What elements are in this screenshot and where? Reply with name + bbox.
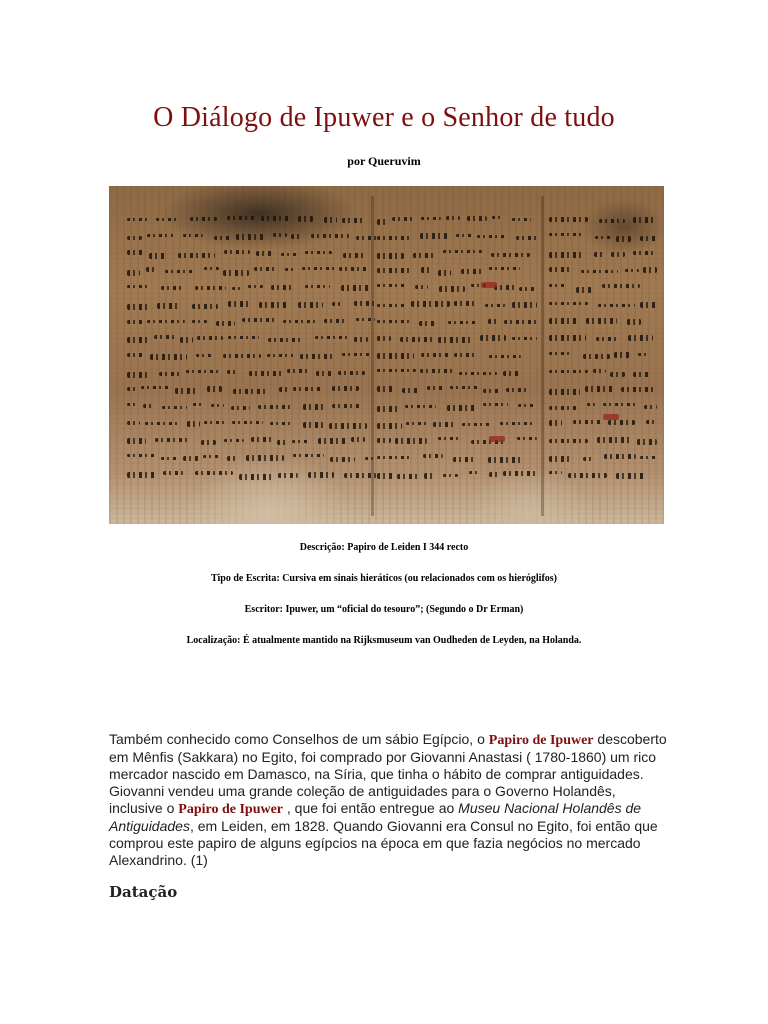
hieratic-glyph-stroke <box>595 236 612 239</box>
hieratic-glyph-stroke <box>516 236 537 240</box>
hieratic-glyph-stroke <box>573 420 602 424</box>
hieratic-glyph-stroke <box>324 319 348 323</box>
hieratic-glyph-stroke <box>503 471 537 476</box>
papyrus-seam <box>541 196 544 516</box>
hieratic-glyph-stroke <box>180 337 193 343</box>
paragraph-text: Também conhecido como Conselhos de um sábio Egípcio, o <box>109 731 489 747</box>
hieratic-glyph-stroke <box>278 473 298 478</box>
papyrus-name-highlight: Papiro de Ipuwer <box>488 733 594 748</box>
page-title: O Diálogo de Ipuwer e o Senhor de tudo <box>153 102 615 133</box>
hieratic-glyph-stroke <box>467 216 487 221</box>
red-ink-mark <box>489 436 505 442</box>
hieratic-glyph-stroke <box>183 456 199 461</box>
hieratic-glyph-stroke <box>351 437 365 442</box>
hieratic-glyph-stroke <box>611 252 625 257</box>
hieratic-glyph-stroke <box>549 284 567 287</box>
hieratic-glyph-stroke <box>397 474 420 479</box>
hieratic-glyph-stroke <box>155 438 191 442</box>
hieratic-glyph-stroke <box>604 454 636 459</box>
hieratic-glyph-stroke <box>161 457 179 460</box>
hieratic-glyph-stroke <box>315 336 349 339</box>
hieratic-glyph-stroke <box>259 302 288 308</box>
hieratic-glyph-stroke <box>141 386 169 389</box>
hieratic-glyph-stroke <box>127 472 157 478</box>
hieratic-glyph-stroke <box>423 454 443 458</box>
hieratic-glyph-stroke <box>377 284 407 287</box>
hieratic-glyph-stroke <box>271 285 294 290</box>
hieratic-glyph-stroke <box>438 337 473 343</box>
hieratic-glyph-stroke <box>443 250 482 253</box>
hieratic-glyph-stroke <box>517 437 537 440</box>
hieratic-glyph-stroke <box>318 438 347 444</box>
hieratic-glyph-stroke <box>127 454 156 457</box>
hieratic-glyph-stroke <box>621 387 657 392</box>
hieratic-glyph-stroke <box>549 318 577 324</box>
hieratic-glyph-stroke <box>603 403 639 406</box>
hieratic-glyph-stroke <box>489 472 499 477</box>
hieratic-glyph-stroke <box>450 386 478 389</box>
hieratic-glyph-stroke <box>454 301 476 306</box>
hieratic-glyph-stroke <box>303 404 326 410</box>
hieratic-glyph-stroke <box>163 471 184 475</box>
hieratic-glyph-stroke <box>420 233 448 239</box>
hieratic-glyph-stroke <box>127 337 150 343</box>
hieratic-glyph-stroke <box>251 437 272 442</box>
museum-name: Museu Nacional Holandês de Antiguidades <box>109 800 642 834</box>
hieratic-glyph-stroke <box>593 369 606 373</box>
hieratic-glyph-stroke <box>549 456 572 462</box>
hieratic-glyph-stroke <box>643 267 657 273</box>
hieratic-glyph-stroke <box>227 370 238 374</box>
hieratic-glyph-stroke <box>227 456 237 461</box>
hieratic-glyph-stroke <box>638 353 648 356</box>
hieratic-glyph-stroke <box>583 457 595 461</box>
hieratic-glyph-stroke <box>159 372 182 376</box>
hieratic-glyph-stroke <box>305 285 330 288</box>
figure-script-type: Tipo de Escrita: Cursiva em sinais hieráticos (ou relacionados com os hieróglifos) <box>210 573 557 584</box>
hieratic-glyph-stroke <box>637 439 657 445</box>
hieratic-glyph-stroke <box>197 336 223 340</box>
hieratic-glyph-stroke <box>204 421 225 424</box>
hieratic-glyph-stroke <box>228 336 259 339</box>
hieratic-glyph-stroke <box>504 320 537 324</box>
hieratic-glyph-stroke <box>239 474 273 480</box>
hieratic-glyph-stroke <box>228 301 251 307</box>
hieratic-glyph-stroke <box>454 353 478 357</box>
hieratic-glyph-stroke <box>149 253 167 259</box>
hieratic-glyph-stroke <box>627 319 641 325</box>
hieratic-glyph-stroke <box>519 287 535 291</box>
hieratic-glyph-stroke <box>448 321 478 324</box>
hieratic-glyph-stroke <box>549 217 588 222</box>
hieratic-glyph-stroke <box>127 403 137 406</box>
red-ink-mark <box>481 282 497 288</box>
hieratic-glyph-stroke <box>447 405 477 411</box>
hieratic-glyph-stroke <box>223 354 261 358</box>
papyrus-seam <box>371 196 374 516</box>
hieratic-glyph-stroke <box>646 420 657 424</box>
hieratic-glyph-stroke <box>549 439 588 443</box>
hieratic-glyph-stroke <box>616 473 645 479</box>
hieratic-glyph-stroke <box>154 335 176 339</box>
hieratic-glyph-stroke <box>195 286 226 290</box>
hieratic-glyph-stroke <box>293 454 324 457</box>
hieratic-glyph-stroke <box>214 236 231 240</box>
hieratic-glyph-stroke <box>223 270 249 276</box>
hieratic-glyph-stroke <box>127 353 145 357</box>
hieratic-glyph-stroke <box>549 267 571 272</box>
hieratic-glyph-stroke <box>127 218 151 221</box>
figure-writer: Escritor: Ipuwer, um “oficial do tesouro”; (Segundo o Dr Erman) <box>244 604 524 615</box>
hieratic-glyph-stroke <box>549 420 562 426</box>
hieratic-glyph-stroke <box>127 438 146 444</box>
hieratic-glyph-stroke <box>581 270 618 273</box>
hieratic-glyph-stroke <box>283 320 319 323</box>
hieratic-glyph-stroke <box>424 473 434 479</box>
hieratic-glyph-stroke <box>602 284 640 288</box>
hieratic-glyph-stroke <box>377 253 404 259</box>
hieratic-glyph-stroke <box>300 354 334 359</box>
hieratic-glyph-stroke <box>127 270 140 276</box>
hieratic-glyph-stroke <box>576 287 594 293</box>
hieratic-glyph-stroke <box>178 253 215 258</box>
hieratic-glyph-stroke <box>311 234 349 238</box>
hieratic-glyph-stroke <box>377 236 412 240</box>
hieratic-glyph-stroke <box>597 437 630 443</box>
hieratic-glyph-stroke <box>586 318 617 324</box>
hieratic-glyph-stroke <box>145 422 178 425</box>
hieratic-glyph-stroke <box>419 321 437 326</box>
hieratic-glyph-stroke <box>640 236 657 241</box>
hieratic-glyph-stroke <box>377 320 410 323</box>
hieratic-glyph-stroke <box>438 437 460 440</box>
hieratic-glyph-stroke <box>268 338 304 342</box>
hieratic-glyph-stroke <box>127 236 142 240</box>
hieratic-glyph-stroke <box>644 405 657 409</box>
hieratic-glyph-stroke <box>305 251 332 254</box>
hieratic-glyph-stroke <box>583 354 610 359</box>
hieratic-glyph-stroke <box>599 219 625 223</box>
hieratic-glyph-stroke <box>488 457 523 463</box>
hieratic-glyph-stroke <box>201 440 216 445</box>
hieratic-glyph-stroke <box>308 472 334 478</box>
hieratic-glyph-stroke <box>232 287 244 290</box>
hieratic-glyph-stroke <box>477 235 506 238</box>
hieratic-glyph-stroke <box>261 216 291 221</box>
hieratic-glyph-stroke <box>316 371 333 376</box>
hieratic-glyph-stroke <box>549 252 583 258</box>
hieratic-glyph-stroke <box>193 403 205 406</box>
hieratic-glyph-stroke <box>156 218 179 221</box>
hieratic-glyph-stroke <box>292 440 309 443</box>
hieratic-glyph-stroke <box>587 403 599 406</box>
hieratic-glyph-stroke <box>258 405 294 409</box>
hieratic-glyph-stroke <box>421 267 433 273</box>
hieratic-glyph-stroke <box>192 320 207 323</box>
hieratic-glyph-stroke <box>494 285 515 290</box>
hieratic-glyph-stroke <box>196 354 214 357</box>
hieratic-glyph-stroke <box>427 386 444 390</box>
hieratic-glyph-stroke <box>489 355 521 358</box>
hieratic-glyph-stroke <box>324 217 337 223</box>
hieratic-glyph-stroke <box>421 217 441 220</box>
papyrus-image <box>109 186 664 524</box>
hieratic-glyph-stroke <box>157 303 181 309</box>
hieratic-glyph-stroke <box>267 354 293 357</box>
hieratic-glyph-stroke <box>459 372 497 375</box>
figure-location: Localização: É atualmente mantido na Rijksmuseum van Oudheden de Leyden, na Holanda. <box>186 635 582 646</box>
hieratic-glyph-stroke <box>549 370 588 373</box>
hieratic-glyph-stroke <box>446 216 460 220</box>
hieratic-glyph-stroke <box>483 389 501 393</box>
hieratic-glyph-stroke <box>549 389 580 395</box>
hieratic-glyph-stroke <box>161 286 184 290</box>
hieratic-glyph-stroke <box>512 302 537 308</box>
intro-paragraph <box>109 731 669 869</box>
hieratic-glyph-stroke <box>480 335 506 341</box>
hieratic-glyph-stroke <box>377 406 401 412</box>
hieratic-glyph-stroke <box>633 372 649 377</box>
hieratic-glyph-stroke <box>190 217 217 221</box>
hieratic-glyph-stroke <box>568 473 607 478</box>
hieratic-glyph-stroke <box>150 354 187 360</box>
hieratic-glyph-stroke <box>518 404 534 407</box>
hieratic-glyph-stroke <box>433 422 457 427</box>
papyrus-name-highlight: Papiro de Ipuwer <box>178 802 284 817</box>
hieratic-glyph-stroke <box>443 474 458 477</box>
hieratic-glyph-stroke <box>195 471 233 475</box>
hieratic-glyph-stroke <box>162 406 187 409</box>
hieratic-glyph-stroke <box>203 455 220 458</box>
hieratic-glyph-stroke <box>415 285 428 289</box>
hieratic-glyph-stroke <box>453 457 477 462</box>
hieratic-glyph-stroke <box>610 372 625 377</box>
hieratic-glyph-stroke <box>147 320 185 323</box>
hieratic-glyph-stroke <box>242 318 276 322</box>
hieratic-glyph-stroke <box>293 387 321 391</box>
hieratic-glyph-stroke <box>633 251 657 255</box>
hieratic-glyph-stroke <box>549 471 562 474</box>
hieratic-glyph-stroke <box>233 389 268 394</box>
hieratic-glyph-stroke <box>456 234 473 237</box>
hieratic-glyph-stroke <box>405 405 436 408</box>
hieratic-glyph-stroke <box>395 438 427 444</box>
hieratic-glyph-stroke <box>406 422 428 425</box>
hieratic-glyph-stroke <box>377 369 416 372</box>
hieratic-glyph-stroke <box>338 371 365 375</box>
hieratic-glyph-stroke <box>549 352 573 355</box>
hieratic-glyph-stroke <box>439 286 465 292</box>
hieratic-glyph-stroke <box>298 302 323 308</box>
hieratic-glyph-stroke <box>462 423 491 426</box>
hieratic-glyph-stroke <box>291 234 302 239</box>
hieratic-glyph-stroke <box>227 216 256 220</box>
hieratic-glyph-stroke <box>187 421 200 427</box>
hieratic-glyph-stroke <box>377 336 391 341</box>
hieratic-glyph-stroke <box>377 438 391 443</box>
hieratic-glyph-stroke <box>483 403 508 406</box>
hieratic-glyph-stroke <box>354 337 368 342</box>
hieratic-glyph-stroke <box>640 456 657 459</box>
hieratic-glyph-stroke <box>127 372 148 378</box>
hieratic-glyph-stroke <box>236 234 264 240</box>
hieratic-glyph-stroke <box>377 268 410 273</box>
hieratic-glyph-stroke <box>143 404 154 408</box>
hieratic-glyph-stroke <box>377 423 402 429</box>
hieratic-glyph-stroke <box>192 304 218 309</box>
hieratic-glyph-stroke <box>628 335 653 341</box>
hieratic-glyph-stroke <box>377 353 414 359</box>
hieratic-glyph-stroke <box>503 371 521 376</box>
hieratic-glyph-stroke <box>594 252 606 257</box>
hieratic-glyph-stroke <box>127 304 150 310</box>
hieratic-glyph-stroke <box>127 421 140 425</box>
hieratic-glyph-stroke <box>549 406 579 410</box>
section-heading-dating: Datação <box>109 883 178 901</box>
hieratic-glyph-stroke <box>147 234 173 237</box>
hieratic-glyph-stroke <box>491 253 530 257</box>
hieratic-glyph-stroke <box>249 371 283 376</box>
hieratic-glyph-stroke <box>332 302 343 306</box>
hieratic-glyph-stroke <box>287 369 310 373</box>
hieratic-glyph-stroke <box>402 388 419 393</box>
hieratic-glyph-stroke <box>377 456 413 459</box>
hieratic-glyph-stroke <box>411 301 450 307</box>
hieratic-glyph-stroke <box>598 304 635 307</box>
hieratic-glyph-stroke <box>640 302 657 308</box>
hieratic-glyph-stroke <box>175 388 197 394</box>
hieratic-glyph-stroke <box>614 352 632 358</box>
hieratic-glyph-stroke <box>413 253 434 258</box>
hieratic-glyph-stroke <box>585 386 614 392</box>
hieratic-glyph-stroke <box>512 218 531 221</box>
hieratic-glyph-stroke <box>207 386 222 392</box>
hieratic-glyph-stroke <box>469 471 481 474</box>
hieratic-glyph-stroke <box>549 335 586 341</box>
hieratic-glyph-stroke <box>485 304 507 307</box>
hieratic-glyph-stroke <box>339 267 367 271</box>
red-ink-mark <box>603 414 619 420</box>
hieratic-glyph-stroke <box>420 369 453 373</box>
hieratic-glyph-stroke <box>332 386 359 391</box>
hieratic-glyph-stroke <box>186 370 222 373</box>
hieratic-glyph-stroke <box>377 219 388 225</box>
hieratic-glyph-stroke <box>254 267 278 271</box>
hieratic-glyph-stroke <box>302 267 335 270</box>
hieratic-glyph-stroke <box>273 233 287 237</box>
hieratic-glyph-stroke <box>500 422 534 425</box>
hieratic-glyph-stroke <box>279 387 289 392</box>
hieratic-glyph-stroke <box>342 353 370 356</box>
hieratic-glyph-stroke <box>127 250 144 255</box>
hieratic-glyph-stroke <box>549 233 584 236</box>
figure-description: Descrição: Papiro de Leiden I 344 recto <box>299 542 469 553</box>
hieratic-glyph-stroke <box>488 319 498 324</box>
hieratic-glyph-stroke <box>330 457 355 462</box>
paragraph-text: , em Leiden, em 1828. Quando Giovanni era Consul no Egito, foi então que comprou este papiro de alguns egípcios na época em que fazia negócios no mercado Alexandrino. (1) <box>109 818 658 868</box>
hieratic-glyph-stroke <box>303 422 325 428</box>
hieratic-glyph-stroke <box>342 218 364 223</box>
hieratic-glyph-stroke <box>231 406 250 410</box>
hieratic-glyph-stroke <box>633 217 657 223</box>
hieratic-glyph-stroke <box>438 270 451 276</box>
hieratic-glyph-stroke <box>616 236 631 242</box>
hieratic-glyph-stroke <box>224 439 244 442</box>
hieratic-glyph-stroke <box>285 268 296 271</box>
hieratic-glyph-stroke <box>298 216 313 222</box>
hieratic-glyph-stroke <box>421 353 449 357</box>
hieratic-glyph-stroke <box>256 251 272 256</box>
hieratic-glyph-stroke <box>377 386 395 392</box>
hieratic-glyph-stroke <box>492 216 504 219</box>
hieratic-glyph-stroke <box>165 270 194 273</box>
hieratic-glyph-stroke <box>377 304 406 307</box>
paragraph-text: descoberto em Mênfis (Sakkara) no Egito, foi comprado por Giovanni Anastasi ( 1780-1860) um rico mercador nascido em Damasco, na Síria, que tinha o hábito de comprar antiguidades. Giovanni vendeu uma grande coleção de antiguidades para o Governo Holandês, inclusive o <box>109 731 667 816</box>
hieratic-glyph-stroke <box>377 473 393 479</box>
hieratic-glyph-stroke <box>512 337 537 340</box>
hieratic-glyph-stroke <box>596 337 618 341</box>
hieratic-glyph-stroke <box>277 440 287 445</box>
hieratic-glyph-stroke <box>216 321 235 326</box>
hieratic-glyph-stroke <box>270 422 293 425</box>
hieratic-glyph-stroke <box>506 388 530 392</box>
hieratic-glyph-stroke <box>329 423 367 429</box>
paragraph-text: , que foi então entregue ao <box>283 800 459 816</box>
hieratic-glyph-stroke <box>232 421 263 424</box>
hieratic-glyph-stroke <box>281 253 299 256</box>
hieratic-glyph-stroke <box>343 253 366 258</box>
hieratic-glyph-stroke <box>489 267 520 270</box>
hieratic-glyph-stroke <box>332 404 360 408</box>
hieratic-glyph-stroke <box>625 269 639 272</box>
hieratic-glyph-stroke <box>204 267 219 270</box>
hieratic-glyph-stroke <box>224 250 250 254</box>
hieratic-glyph-stroke <box>341 285 370 291</box>
hieratic-glyph-stroke <box>127 387 137 391</box>
hieratic-glyph-stroke <box>146 267 156 272</box>
hieratic-glyph-stroke <box>608 420 635 425</box>
hieratic-glyph-stroke <box>127 285 151 288</box>
hieratic-glyph-stroke <box>392 217 416 221</box>
hieratic-glyph-stroke <box>127 320 143 324</box>
author-byline: por Queruvim <box>347 154 421 168</box>
hieratic-glyph-stroke <box>183 234 203 237</box>
hieratic-glyph-stroke <box>211 404 224 407</box>
hieratic-glyph-stroke <box>461 269 485 274</box>
hieratic-glyph-stroke <box>248 285 263 288</box>
hieratic-glyph-stroke <box>549 302 588 305</box>
hieratic-glyph-stroke <box>400 337 433 342</box>
hieratic-glyph-stroke <box>246 455 284 461</box>
